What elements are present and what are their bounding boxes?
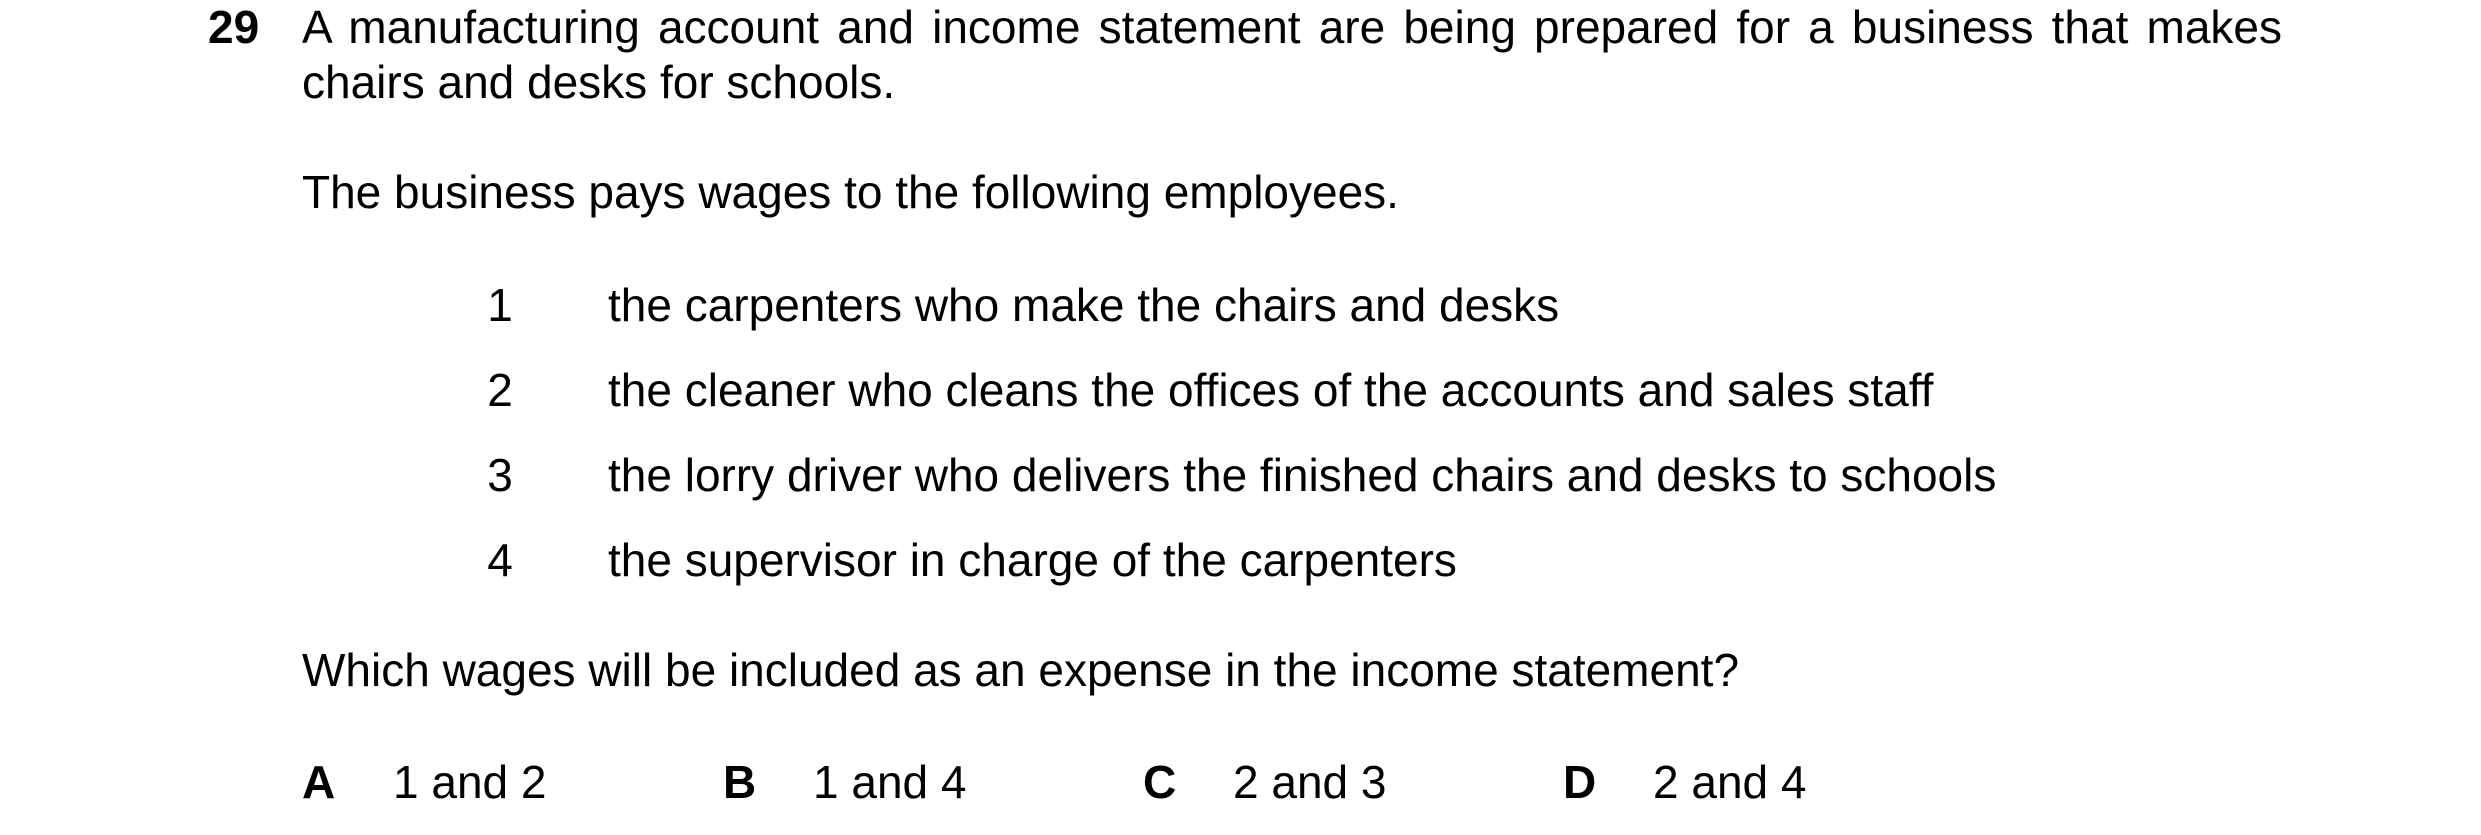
option-text: 2 and 3 — [1233, 756, 1387, 808]
question-number: 29 — [208, 1, 260, 53]
option-letter: C — [1143, 756, 1177, 808]
option-text: 1 and 2 — [393, 756, 547, 808]
question-stem: A manufacturing account and income statement are being prepared for a business that makes chairs and desks for schools. — [302, 1, 2282, 108]
item-text: the carpenters who make the chairs and desks — [608, 279, 1560, 331]
option-text: 1 and 4 — [813, 756, 967, 808]
item-text: the supervisor in charge of the carpenters — [608, 534, 1457, 586]
option-letter: B — [723, 756, 757, 808]
option-text: 2 and 4 — [1653, 756, 1807, 808]
item-number: 3 — [487, 449, 513, 501]
item-number: 2 — [487, 364, 513, 416]
option-letter: D — [1563, 756, 1597, 808]
item-text: the lorry driver who delivers the finished chairs and desks to schools — [608, 449, 1997, 501]
item-number: 1 — [487, 279, 513, 331]
question-intro: The business pays wages to the following employees. — [302, 166, 1399, 218]
item-number: 4 — [487, 534, 513, 586]
question-prompt: Which wages will be included as an expense in the income statement? — [302, 644, 1740, 696]
item-text: the cleaner who cleans the offices of the accounts and sales staff — [608, 364, 1934, 416]
option-letter: A — [302, 756, 336, 808]
